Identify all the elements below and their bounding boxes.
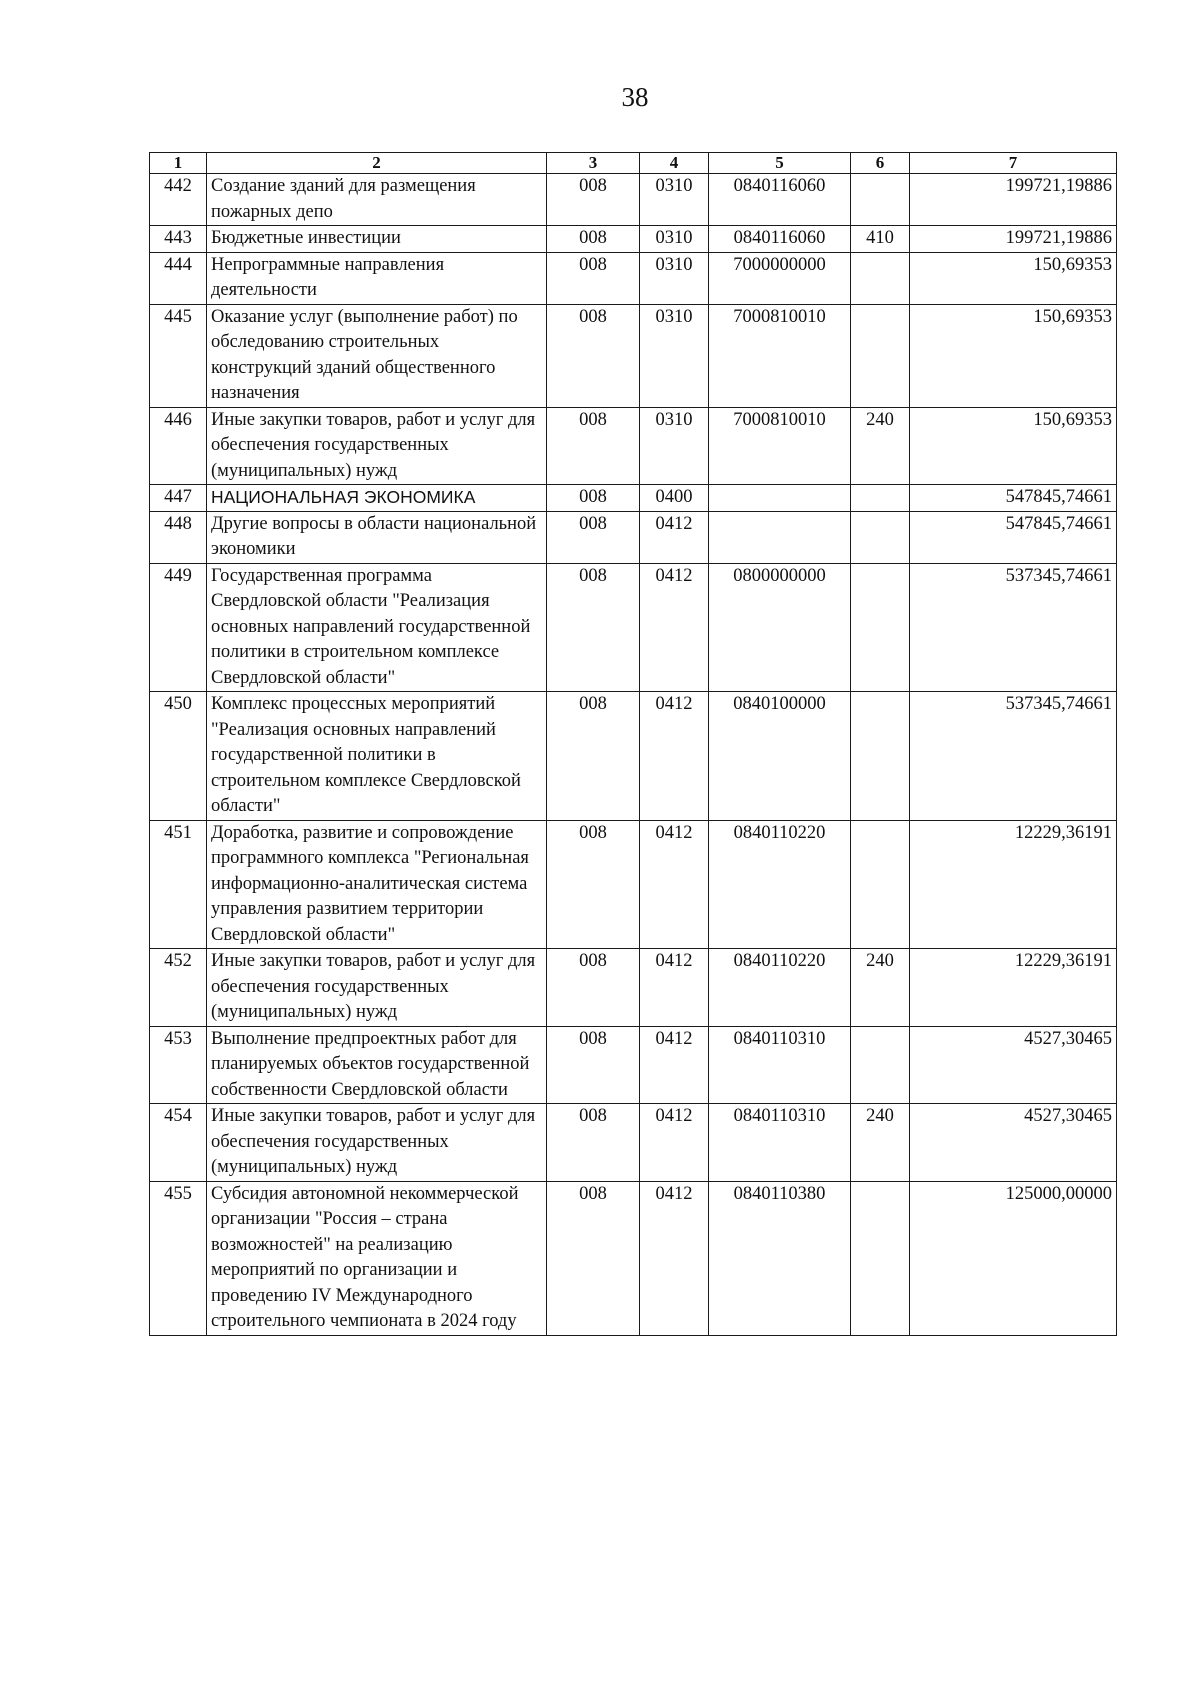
table-row — [150, 820, 1117, 949]
row-ministry-code: 008 — [547, 1104, 640, 1182]
row-expense-type — [851, 1026, 910, 1104]
row-section-code: 0310 — [640, 407, 709, 485]
row-name: Иные закупки товаров, работ и услуг для обеспечения государственных (муниципальных) нужд — [207, 949, 547, 1027]
row-target-code: 7000810010 — [709, 407, 851, 485]
row-name: Комплекс процессных мероприятий "Реализация основных направлений государственной политики в строительном комплексе Свердловской области" — [207, 692, 547, 821]
col-header-3: 3 — [547, 153, 640, 174]
row-target-code: 0840116060 — [709, 226, 851, 253]
page-number: 38 — [621, 82, 649, 112]
row-name: Доработка, развитие и сопровождение программного комплекса "Региональная информационно-аналитическая система управления развитием территории Свердловской области" — [207, 820, 547, 949]
row-name: Непрограммные направления деятельности — [207, 252, 547, 304]
row-amount: 199721,19886 — [910, 174, 1117, 226]
table-row — [150, 407, 1117, 485]
table-row — [150, 252, 1117, 304]
row-expense-type: 240 — [851, 949, 910, 1027]
row-number: 449 — [150, 563, 207, 692]
row-ministry-code: 008 — [547, 407, 640, 485]
col-header-4: 4 — [640, 153, 709, 174]
row-name: Иные закупки товаров, работ и услуг для обеспечения государственных (муниципальных) нужд — [207, 1104, 547, 1182]
row-ministry-code: 008 — [547, 485, 640, 512]
table-row — [150, 1104, 1117, 1182]
row-ministry-code: 008 — [547, 252, 640, 304]
row-target-code: 0840100000 — [709, 692, 851, 821]
row-expense-type — [851, 174, 910, 226]
row-target-code: 0840110380 — [709, 1181, 851, 1335]
row-name: Другие вопросы в области национальной экономики — [207, 511, 547, 563]
row-target-code: 0840110220 — [709, 820, 851, 949]
row-section-code: 0412 — [640, 692, 709, 821]
row-amount: 12229,36191 — [910, 949, 1117, 1027]
row-target-code: 0800000000 — [709, 563, 851, 692]
row-ministry-code: 008 — [547, 1181, 640, 1335]
row-target-code: 0840116060 — [709, 174, 851, 226]
row-amount: 4527,30465 — [910, 1104, 1117, 1182]
row-amount: 547845,74661 — [910, 485, 1117, 512]
table-row — [150, 563, 1117, 692]
row-amount: 537345,74661 — [910, 692, 1117, 821]
row-expense-type: 240 — [851, 407, 910, 485]
row-expense-type — [851, 820, 910, 949]
row-number: 450 — [150, 692, 207, 821]
row-target-code: 0840110220 — [709, 949, 851, 1027]
row-expense-type — [851, 692, 910, 821]
row-amount: 150,69353 — [910, 304, 1117, 407]
table-row — [150, 1181, 1117, 1335]
row-name: Государственная программа Свердловской области "Реализация основных направлений государственной политики в строительном комплексе Свердловской области" — [207, 563, 547, 692]
row-target-code: 0840110310 — [709, 1026, 851, 1104]
row-expense-type — [851, 252, 910, 304]
row-number: 455 — [150, 1181, 207, 1335]
row-section-code: 0310 — [640, 304, 709, 407]
row-section-code: 0412 — [640, 1104, 709, 1182]
col-header-6: 6 — [851, 153, 910, 174]
table-row — [150, 692, 1117, 821]
row-name: Бюджетные инвестиции — [207, 226, 547, 253]
row-target-code: 0840110310 — [709, 1104, 851, 1182]
table-row — [150, 226, 1117, 253]
row-name: Оказание услуг (выполнение работ) по обследованию строительных конструкций зданий общественного назначения — [207, 304, 547, 407]
row-amount: 12229,36191 — [910, 820, 1117, 949]
row-name: Создание зданий для размещения пожарных депо — [207, 174, 547, 226]
row-number: 442 — [150, 174, 207, 226]
row-section-code: 0412 — [640, 563, 709, 692]
row-expense-type — [851, 1181, 910, 1335]
row-ministry-code: 008 — [547, 174, 640, 226]
row-target-code — [709, 485, 851, 512]
row-ministry-code: 008 — [547, 304, 640, 407]
col-header-5: 5 — [709, 153, 851, 174]
row-number: 454 — [150, 1104, 207, 1182]
row-amount: 199721,19886 — [910, 226, 1117, 253]
row-number: 446 — [150, 407, 207, 485]
row-amount: 125000,00000 — [910, 1181, 1117, 1335]
row-amount: 150,69353 — [910, 252, 1117, 304]
row-number: 451 — [150, 820, 207, 949]
row-ministry-code: 008 — [547, 226, 640, 253]
row-expense-type: 240 — [851, 1104, 910, 1182]
row-section-code: 0412 — [640, 949, 709, 1027]
table-row — [150, 304, 1117, 407]
row-number: 444 — [150, 252, 207, 304]
col-header-1: 1 — [150, 153, 207, 174]
row-amount: 547845,74661 — [910, 511, 1117, 563]
row-section-code: 0310 — [640, 174, 709, 226]
row-number: 447 — [150, 485, 207, 512]
row-section-code: 0310 — [640, 226, 709, 253]
col-header-2: 2 — [207, 153, 547, 174]
row-section-code: 0400 — [640, 485, 709, 512]
header-row — [150, 153, 1117, 174]
row-ministry-code: 008 — [547, 820, 640, 949]
row-target-code: 7000000000 — [709, 252, 851, 304]
row-expense-type — [851, 485, 910, 512]
row-expense-type: 410 — [851, 226, 910, 253]
row-name: Выполнение предпроектных работ для планируемых объектов государственной собственности Свердловской области — [207, 1026, 547, 1104]
row-amount: 4527,30465 — [910, 1026, 1117, 1104]
row-amount: 537345,74661 — [910, 563, 1117, 692]
row-ministry-code: 008 — [547, 949, 640, 1027]
row-target-code — [709, 511, 851, 563]
row-amount: 150,69353 — [910, 407, 1117, 485]
table-row — [150, 174, 1117, 226]
row-target-code: 7000810010 — [709, 304, 851, 407]
col-header-7: 7 — [910, 153, 1117, 174]
row-expense-type — [851, 563, 910, 692]
table-row — [150, 949, 1117, 1027]
table-row — [150, 511, 1117, 563]
row-number: 452 — [150, 949, 207, 1027]
row-expense-type — [851, 511, 910, 563]
row-ministry-code: 008 — [547, 692, 640, 821]
row-name: Иные закупки товаров, работ и услуг для обеспечения государственных (муниципальных) нужд — [207, 407, 547, 485]
row-section-code: 0412 — [640, 820, 709, 949]
budget-table — [149, 152, 1117, 1336]
row-section-code: 0412 — [640, 511, 709, 563]
row-section-code: 0310 — [640, 252, 709, 304]
row-ministry-code: 008 — [547, 511, 640, 563]
row-section-code: 0412 — [640, 1181, 709, 1335]
row-number: 453 — [150, 1026, 207, 1104]
row-number: 443 — [150, 226, 207, 253]
table-row — [150, 1026, 1117, 1104]
row-number: 448 — [150, 511, 207, 563]
row-name: Субсидия автономной некоммерческой организации "Россия – страна возможностей" на реализацию мероприятий по организации и проведению IV Международного строительного чемпионата в 2024 году — [207, 1181, 547, 1335]
row-name: НАЦИОНАЛЬНАЯ ЭКОНОМИКА — [207, 485, 547, 512]
row-number: 445 — [150, 304, 207, 407]
row-expense-type — [851, 304, 910, 407]
row-ministry-code: 008 — [547, 563, 640, 692]
table-row — [150, 485, 1117, 512]
row-section-code: 0412 — [640, 1026, 709, 1104]
row-ministry-code: 008 — [547, 1026, 640, 1104]
